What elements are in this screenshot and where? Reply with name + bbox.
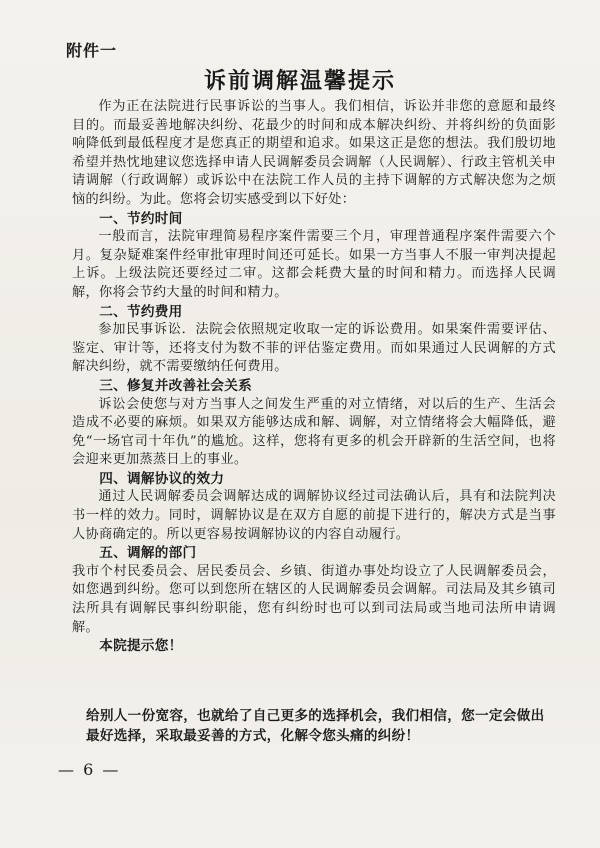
section-text-relations: 诉讼会使您与对方当事人之间发生严重的对立情绪，对以后的生产、生活会造成不必要的麻烦。如果双方能够达成和解、调解，对立情绪将会大幅降低，避免“一场官司十年仇”的尴尬。这样，您将有更多的机会开辟新的生活空间，也将会迎来更加蒸蒸日上的事业。 (72, 396, 556, 468)
closing-paragraph: 给别人一份宽容，也就给了自己更多的选择机会，我们相信，您一定会做出最好选择，采取最妥善的方式，化解令您头痛的纠纷！ (86, 708, 545, 744)
page-number: — 6 — (58, 760, 121, 779)
attachment-label: 附件一 (66, 41, 118, 60)
section-heading-effect: 四、调解协议的效力 (99, 470, 225, 487)
section-heading-time: 一、节约时间 (99, 210, 183, 227)
section-heading-cost: 二、节约费用 (99, 303, 183, 320)
intro-paragraph: 作为正在法院进行民事诉讼的当事人。我们相信，诉讼并非您的意愿和最终目的。而最妥善地解决纠纷、花最少的时间和成本解决纠纷、并将纠纷的负面影响降低到最低程度才是您真正的期望和追求。如果这正是您的想法。我们殷切地希望并热忱地建议您选择申请人民调解委员会调解（人民调解）、行政主管机关申请调解（行政调解）或诉讼中在法院工作人员的主持下调解的方式解决您为之烦恼的纠纷。为此。您将会切实感受到以下好处： (72, 99, 556, 207)
section-text-cost: 参加民事诉讼．法院会依照规定收取一定的诉讼费用。如果案件需要评估、鉴定、审计等，还将支付为数不菲的评估鉴定费用。而如果通过人民调解的方式解决纠纷，就不需要缴纳任何费用。 (72, 322, 556, 375)
section-heading-departments: 五、调解的部门 (99, 545, 197, 562)
page-title: 诉前调解温馨提示 (203, 68, 396, 94)
section-heading-relations: 三、修复并改善社会关系 (99, 377, 253, 394)
document-body (72, 98, 556, 656)
section-text-effect: 通过人民调解委员会调解达成的调解协议经过司法确认后，具有和法院判决书一样的效力。同时，调解协议是在双方自愿的前提下进行的，解决方式是当事人协商确定的。所以更容易按调解协议的内容自动履行。 (72, 489, 556, 542)
section-text-time: 一般而言，法院审理简易程序案件需要三个月，审理普通程序案件需要六个月。复杂疑难案件经审批审理时间还可延长。如果一方当事人不服一审判决提起上诉。上级法院还要经过二审。这都会耗费大量的时间和精力。而选择人民调解，你将会节约大量的时间和精力。 (72, 229, 556, 300)
closing-block (60, 706, 556, 746)
section-text-departments: 我市个村民委员会、居民委员会、乡镇、街道办事处均设立了人民调解委员会，如您遇到纠纷。您可以到您所在辖区的人民调解委员会调解。司法局及其乡镇司法所具有调解民事纠纷职能，您有纠纷时也可以到司法局或当地司法所申请调解。 (72, 563, 556, 635)
court-notice: 本院提示您！ (99, 638, 183, 655)
